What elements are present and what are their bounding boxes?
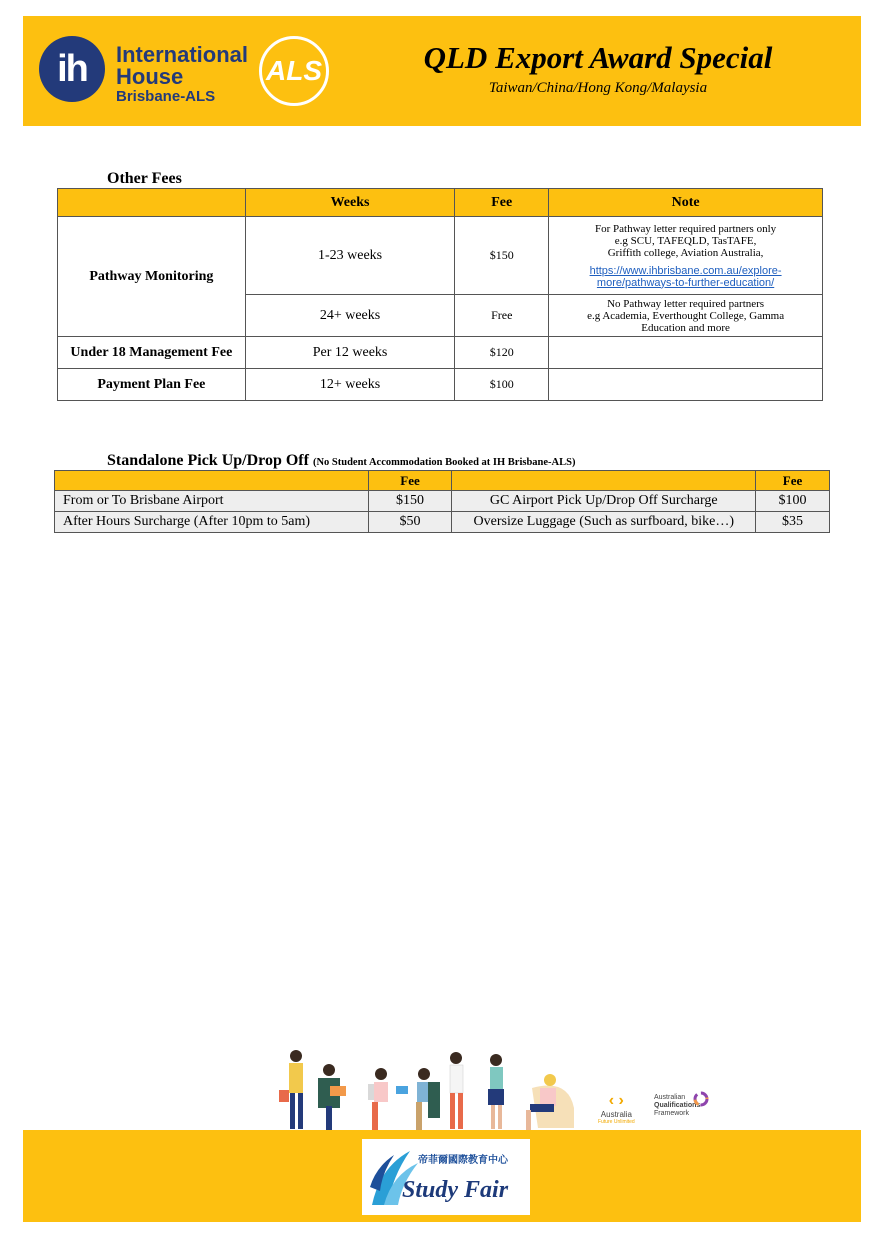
fee-cell: $50	[368, 512, 452, 533]
note-cell	[549, 295, 823, 337]
fee-cell: $150	[368, 491, 452, 512]
brand-line-3: Brisbane-ALS	[116, 88, 216, 105]
under18-label: Under 18 Management Fee	[58, 337, 246, 369]
note-line: Education and more	[641, 321, 730, 334]
aqf-logo	[654, 1094, 700, 1118]
pickup-title-note: (No Student Accommodation Booked at IH Brisbane-ALS)	[312, 457, 576, 468]
australia-logo	[598, 1092, 635, 1125]
note-line: Griffith college, Aviation Australia,	[607, 246, 764, 259]
note-cell	[549, 369, 823, 401]
studyfair-en: Study Fair	[402, 1177, 509, 1203]
note-line: e.g Academia, Everthought College, Gamma	[587, 309, 785, 322]
person-figure	[279, 1050, 303, 1129]
fee-cell: $150	[455, 217, 549, 295]
table-row	[58, 337, 823, 369]
weeks-cell: 24+ weeks	[245, 295, 455, 337]
pickup-table	[54, 470, 830, 533]
standing-pair	[450, 1052, 504, 1129]
australia-logo-tag: Future Unlimited	[598, 1119, 635, 1125]
note-line: For Pathway letter required partners only	[595, 222, 777, 235]
header-cell-fee: Fee	[368, 471, 452, 491]
footer-banner	[23, 1130, 861, 1222]
studyfair-logo	[362, 1139, 530, 1215]
header-cell-fee: Fee	[756, 471, 830, 491]
brand-name	[116, 44, 248, 106]
header-cell-note: Note	[549, 189, 823, 217]
header-cell-empty	[55, 471, 369, 491]
als-logo: ALS	[259, 36, 329, 106]
weeks-cell: 12+ weeks	[245, 369, 455, 401]
weeks-cell: Per 12 weeks	[245, 337, 455, 369]
header-cell-fee: Fee	[455, 189, 549, 217]
fee-cell: Free	[455, 295, 549, 337]
pickup-title-text: Standalone Pick Up/Drop Off	[107, 452, 309, 469]
table-header-row	[58, 189, 823, 217]
table-row	[55, 512, 830, 533]
aqf-line: Australian	[654, 1094, 686, 1101]
table-row	[55, 491, 830, 512]
other-fees-table	[57, 188, 823, 401]
item-cell: From or To Brisbane Airport	[55, 491, 369, 512]
seated-group	[318, 1064, 440, 1130]
page-subtitle: Taiwan/China/Hong Kong/Malaysia	[488, 80, 708, 96]
brand-line-2: House	[116, 64, 184, 89]
aqf-ring-icon	[692, 1090, 710, 1108]
table-row	[58, 369, 823, 401]
table-header-row	[55, 471, 830, 491]
other-fees-title: Other Fees	[107, 170, 182, 187]
item-cell: GC Airport Pick Up/Drop Off Surcharge	[452, 491, 756, 512]
header-cell-weeks: Weeks	[245, 189, 455, 217]
australia-logo-text: Australia	[600, 1110, 632, 1119]
ih-logo: ih	[39, 36, 105, 102]
payment-plan-label: Payment Plan Fee	[58, 369, 246, 401]
link-line-1[interactable]: https://www.ihbrisbane.com.au/explore-	[589, 264, 782, 277]
item-cell: Oversize Luggage (Such as surfboard, bike…)	[452, 512, 756, 533]
header-cell-empty	[58, 189, 246, 217]
fee-cell: $100	[455, 369, 549, 401]
people-illustration	[278, 1048, 578, 1132]
australia-chevrons-icon: ‹ ›	[608, 1092, 624, 1109]
pickup-title	[107, 452, 575, 470]
header-cell-empty	[452, 471, 756, 491]
note-cell	[549, 337, 823, 369]
pathway-link[interactable]	[590, 265, 782, 289]
weeks-cell: 1-23 weeks	[245, 217, 455, 295]
fee-cell: $100	[756, 491, 830, 512]
header-banner	[23, 16, 861, 126]
page-title: QLD Export Award Special	[423, 40, 773, 75]
note-cell	[549, 217, 823, 295]
aqf-line: Qualifications	[654, 1102, 701, 1109]
note-line: No Pathway letter required partners	[607, 297, 765, 310]
note-line: e.g SCU, TAFEQLD, TasTAFE,	[614, 234, 757, 247]
table-row	[58, 217, 823, 295]
pathway-label: Pathway Monitoring	[58, 217, 246, 337]
studyfair-cn: 帝菲爾國際教育中心	[418, 1155, 508, 1166]
fee-cell: $120	[455, 337, 549, 369]
link-line-2[interactable]: more/pathways-to-further-education/	[596, 276, 775, 289]
item-cell: After Hours Surcharge (After 10pm to 5am)	[55, 512, 369, 533]
brand-line-1: International	[116, 42, 249, 67]
aqf-line: Framework	[654, 1110, 690, 1117]
fee-cell: $35	[756, 512, 830, 533]
seated-person	[526, 1074, 574, 1130]
